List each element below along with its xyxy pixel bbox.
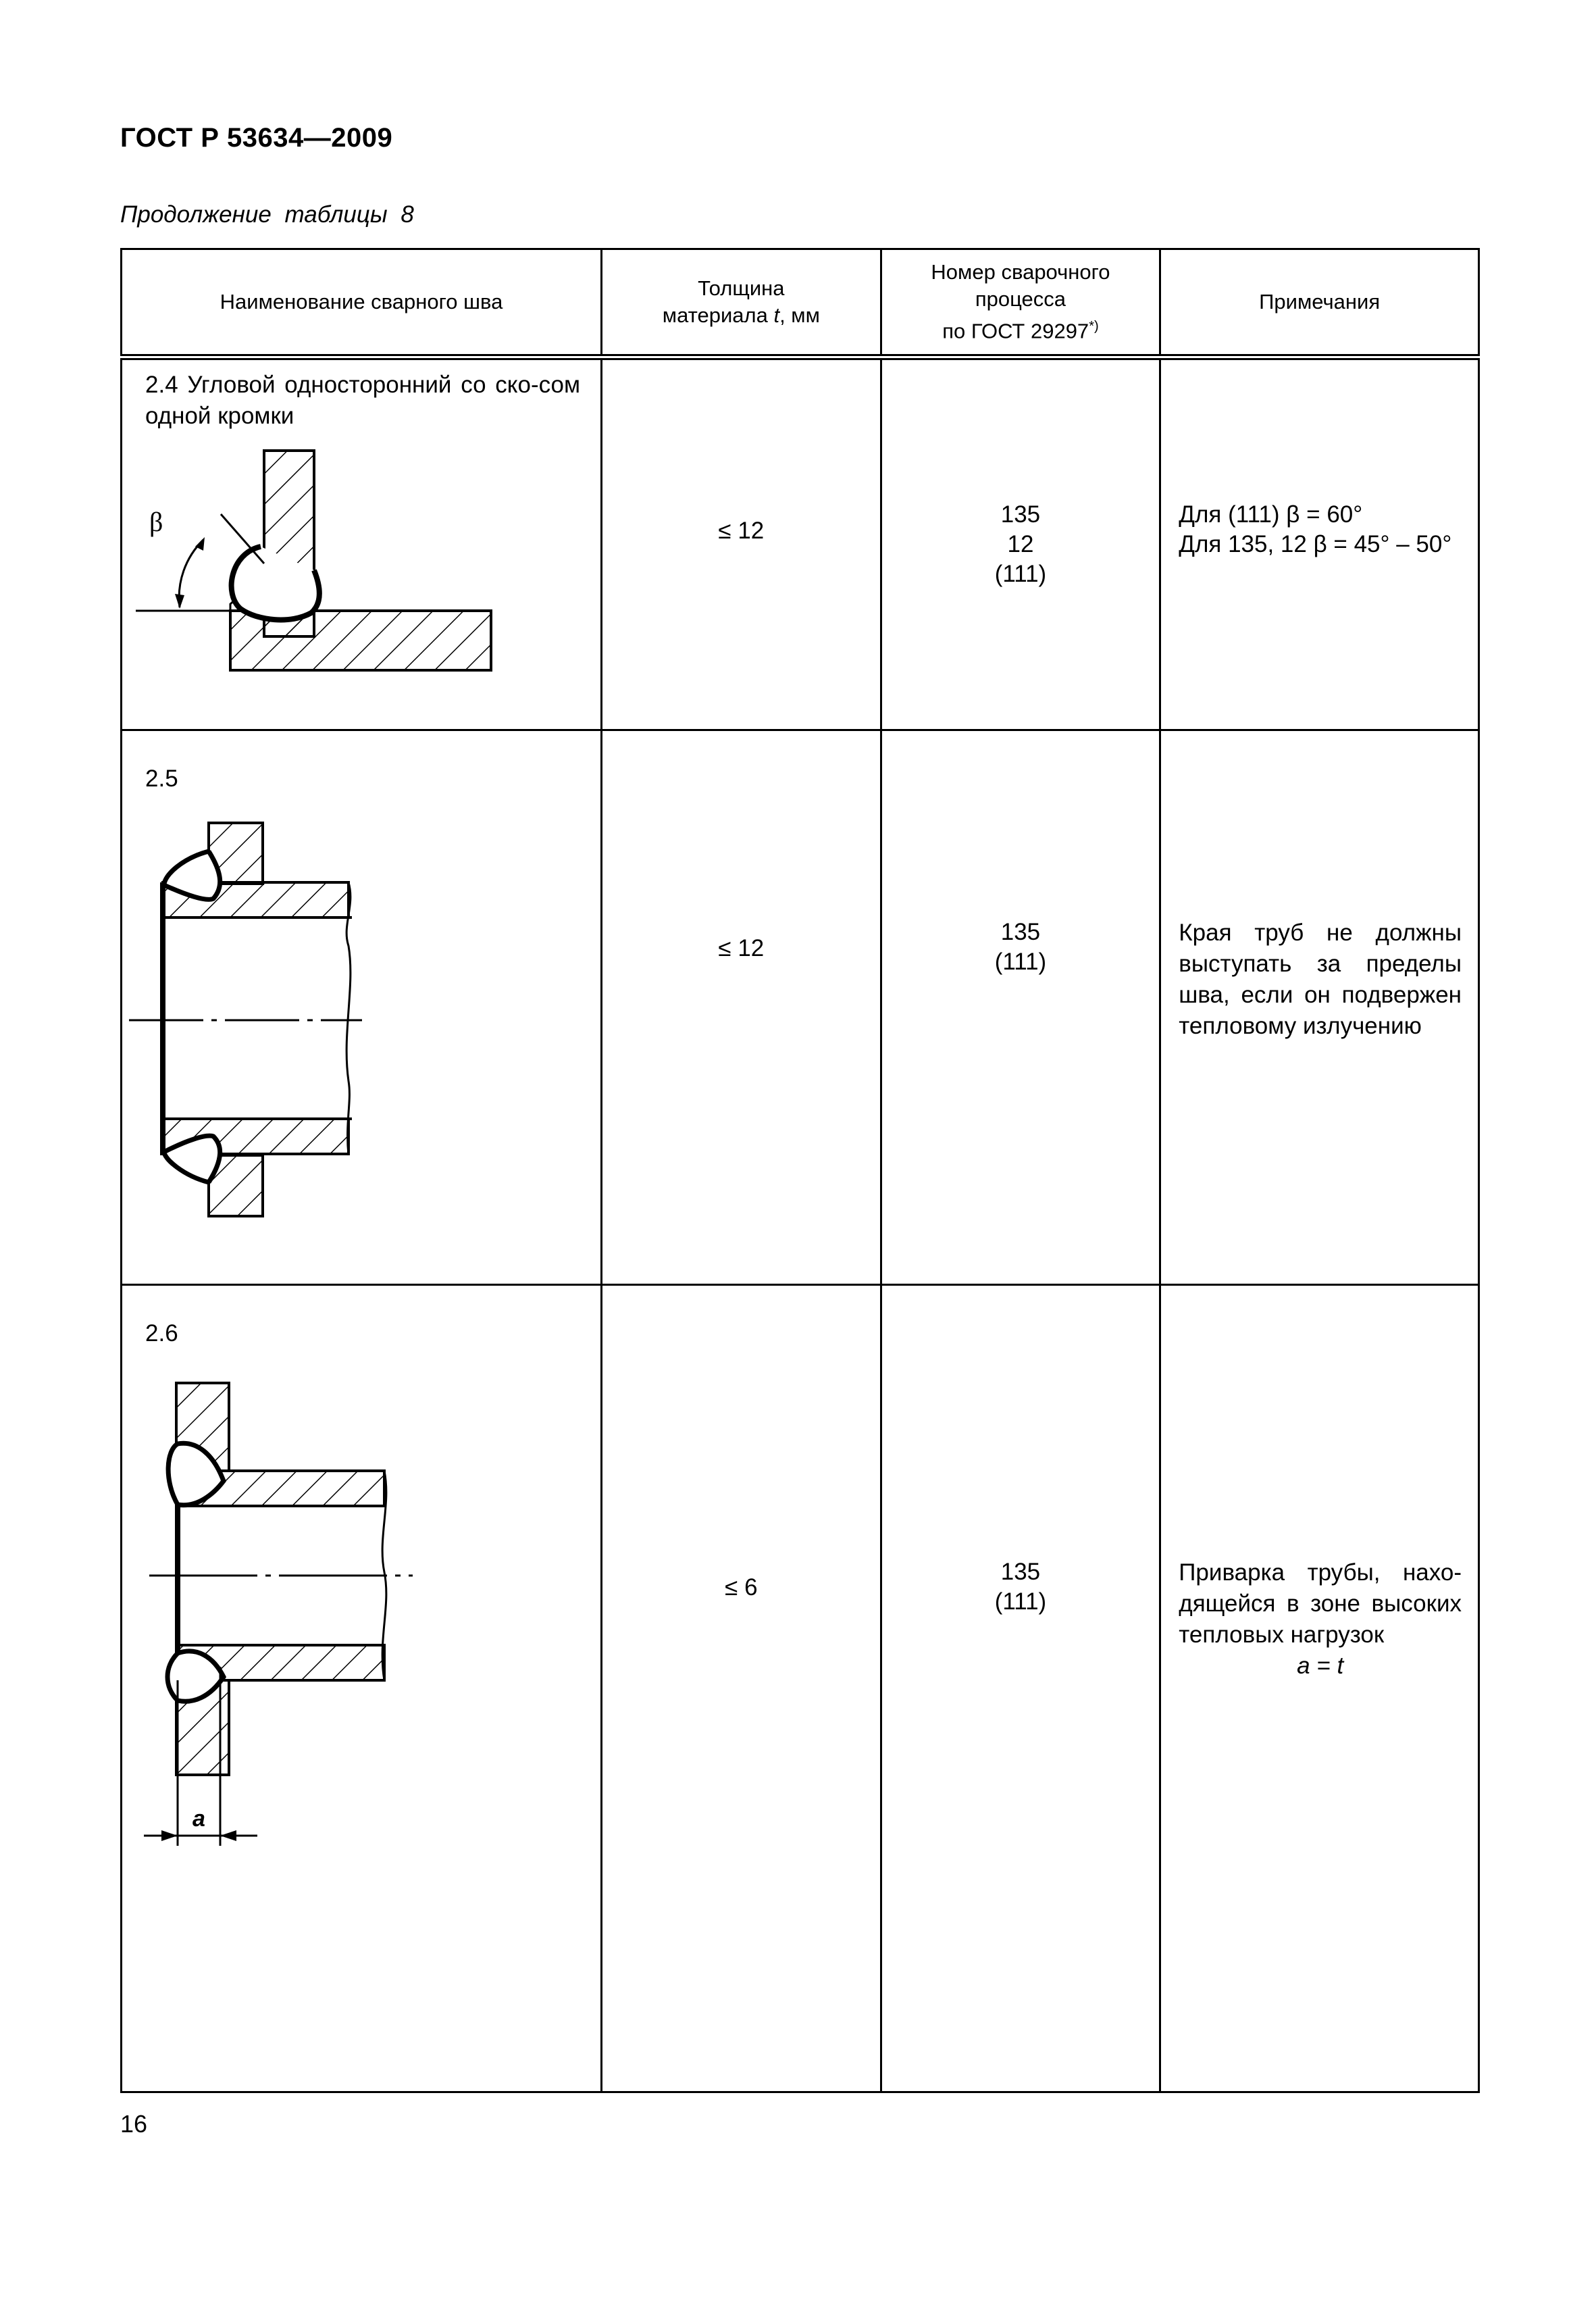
weld-name-cell bbox=[122, 1285, 602, 2092]
header-process: Номер сварочного процесса по ГОСТ 29297*) bbox=[881, 249, 1160, 357]
weld-table bbox=[120, 248, 1480, 2093]
weld-name-cell bbox=[122, 357, 602, 730]
dimension-a-label: a bbox=[192, 1806, 205, 1832]
table-header-row bbox=[122, 249, 1479, 357]
beta-angle-label: β bbox=[149, 507, 163, 537]
weld-description: 2.5 bbox=[145, 765, 178, 792]
page-number: 16 bbox=[120, 2110, 148, 2138]
notes-cell: Края труб не должны выступать за пределы шва, если он подвержен тепловому излучению bbox=[1160, 730, 1479, 1285]
thickness-cell: ≤ 12 bbox=[602, 730, 881, 1285]
weld-name-cell bbox=[122, 730, 602, 1285]
weld-diagram-2-4 bbox=[122, 432, 598, 729]
process-cell: 135 (111) bbox=[881, 730, 1160, 1285]
weld-description: 2.4 Угловой односторонний со ско-сом одной кромки bbox=[145, 372, 581, 429]
table-continuation-caption: Продолжение таблицы 8 bbox=[120, 201, 414, 228]
thickness-cell: ≤ 6 bbox=[602, 1285, 881, 2092]
process-cell: 135 12 (111) bbox=[881, 357, 1160, 730]
weld-diagram-2-5 bbox=[122, 811, 598, 1284]
thickness-cell: ≤ 12 bbox=[602, 357, 881, 730]
notes-cell: Приварка трубы, нахо-дящейся в зоне высоких тепловых нагрузок a = t bbox=[1160, 1285, 1479, 2092]
document-header: ГОСТ Р 53634—2009 bbox=[120, 123, 393, 153]
weld-description: 2.6 bbox=[145, 1320, 178, 1347]
notes-formula: a = t bbox=[1297, 1653, 1344, 1679]
table-row bbox=[122, 357, 1479, 730]
notes-cell: Для (111) β = 60° Для 135, 12 β = 45° – 50° bbox=[1160, 357, 1479, 730]
header-thickness: Толщина материала t, мм bbox=[602, 249, 881, 357]
header-notes: Примечания bbox=[1160, 249, 1479, 357]
header-weld-name: Наименование сварного шва bbox=[122, 249, 602, 357]
table-row bbox=[122, 730, 1479, 1285]
table-row bbox=[122, 1285, 1479, 2092]
weld-diagram-2-6 bbox=[122, 1369, 598, 1883]
process-cell: 135 (111) bbox=[881, 1285, 1160, 2092]
